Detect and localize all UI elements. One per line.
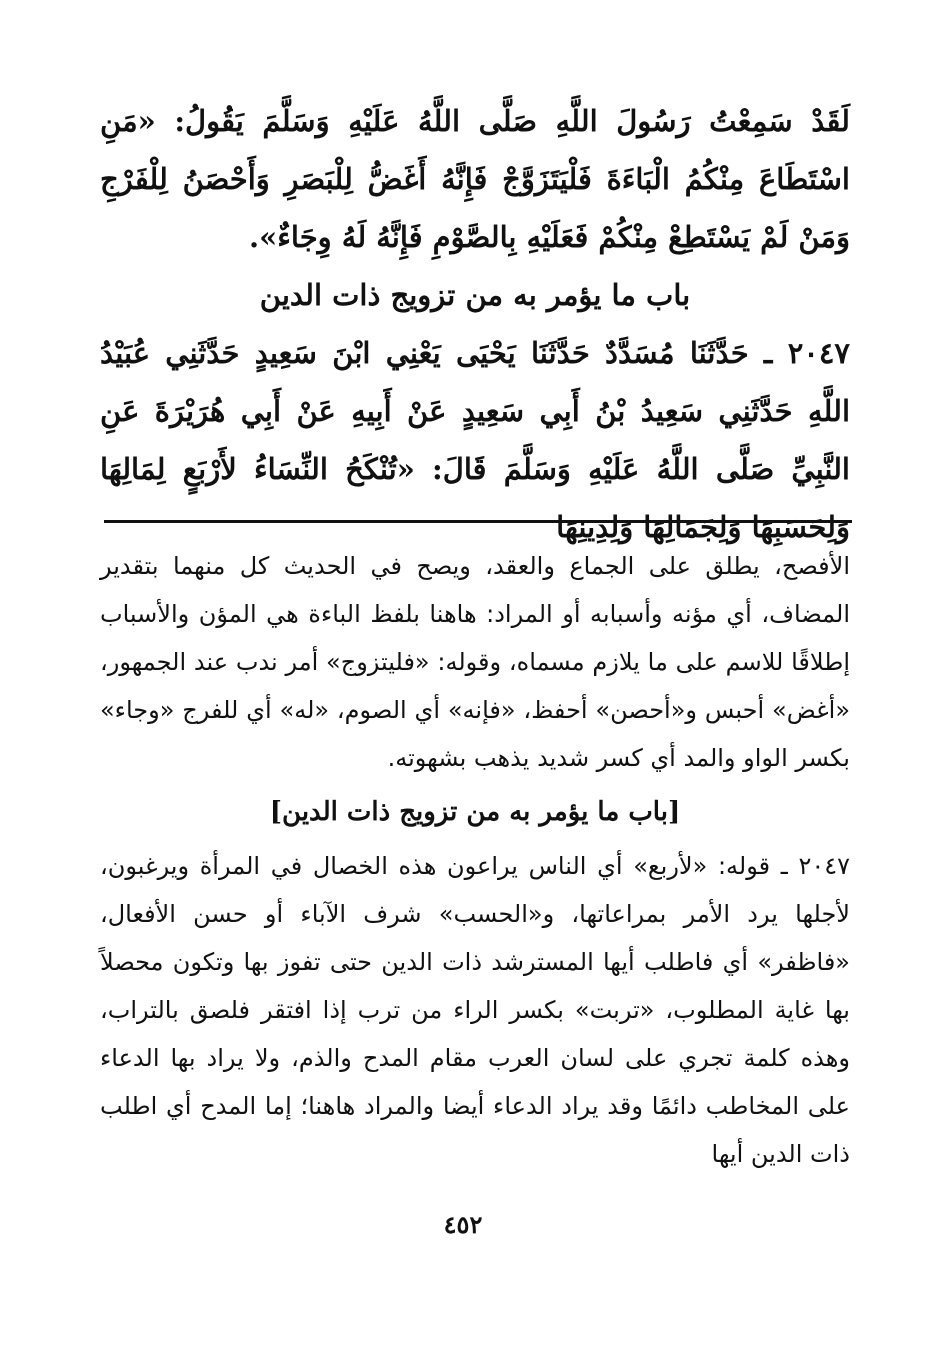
chapter-heading: باب ما يؤمر به من تزويج ذات الدين [259,278,691,312]
hadith-text: لَقَدْ سَمِعْتُ رَسُولَ اللَّهِ صَلَّى اللَّهُ عَلَيْهِ وَسَلَّمَ يَقُولُ: «مَنِ اسْتَطَاعَ مِنْكُمُ الْبَاءَةَ فَلْيَتَزَوَّجْ فَإِنَّهُ أَغَضُّ لِلْبَصَرِ وَأَحْصَنُ لِلْفَرْجِ وَمَنْ لَمْ يَسْتَطِعْ مِنْكُمْ فَعَلَيْهِ بِالصَّوْمِ فَإِنَّهُ لَهُ وِجَاءٌ». [100,104,850,254]
main-text-block [100,92,850,556]
hadith-2047: ٢٠٤٧ ـ حَدَّثَنَا مُسَدَّدٌ حَدَّثَنَا يَحْيَى يَعْنِي ابْنَ سَعِيدٍ حَدَّثَنِي عُبَيْدُ اللَّهِ حَدَّثَنِي سَعِيدُ بْنُ أَبِي سَعِيدٍ عَنْ أَبِيهِ عَنْ أَبِي هُرَيْرَةَ عَنِ النَّبِيِّ صَلَّى اللَّهُ عَلَيْهِ وَسَلَّمَ قَالَ: «تُنْكَحُ النِّسَاءُ لأَرْبَعٍ لِمَالِهَا وَلِحَسَبِهَا وَلِجَمَالِهَا وَلِدِينِهَا [100,336,850,544]
footnote-separator [104,520,852,523]
commentary-paragraph-2047: ٢٠٤٧ ـ قوله: «لأربع» أي الناس يراعون هذه الخصال في المرأة ويرغبون، لأجلها يرد الأمر بمراعاتها، و«الحسب» شرف الآباء أو حسن الأفعال، «فاظفر» أي فاطلب أيها المسترشد ذات الدين حتى تفوز بها وتكون محصلاً بها غاية المطلوب، «تربت» بكسر الراء من ترب إذا افتقر فلصق بالتراب، وهذه كلمة تجري على لسان العرب مقام المدح والذم، ولا يراد بها الدعاء على المخاطب دائمًا وقد يراد الدعاء أيضا والمراد هاهنا؛ إما المدح أي اطلب ذات الدين أيها [100,852,850,1168]
page-number: ٤٥٢ [443,1210,483,1239]
commentary-paragraph: الأفصح، يطلق على الجماع والعقد، ويصح في الحديث كل منهما بتقدير المضاف، أي مؤنه وأسبابه أو المراد: هاهنا بلفظ الباءة هي المؤن والأسباب إطلاقًا للاسم على ما يلازم مسماه، وقوله: «فليتزوج» أمر ندب عند الجمهور، «أغض» أحبس و«أحصن» أحفظ، «فإنه» أي الصوم، «له» أي للفرج «وجاء» بكسر الواو والمد أي كسر شديد يذهب بشهوته. [100,552,850,772]
commentary-chapter-heading: [باب ما يؤمر به من تزويج ذات الدين] [269,797,681,827]
commentary-block [100,542,850,1178]
